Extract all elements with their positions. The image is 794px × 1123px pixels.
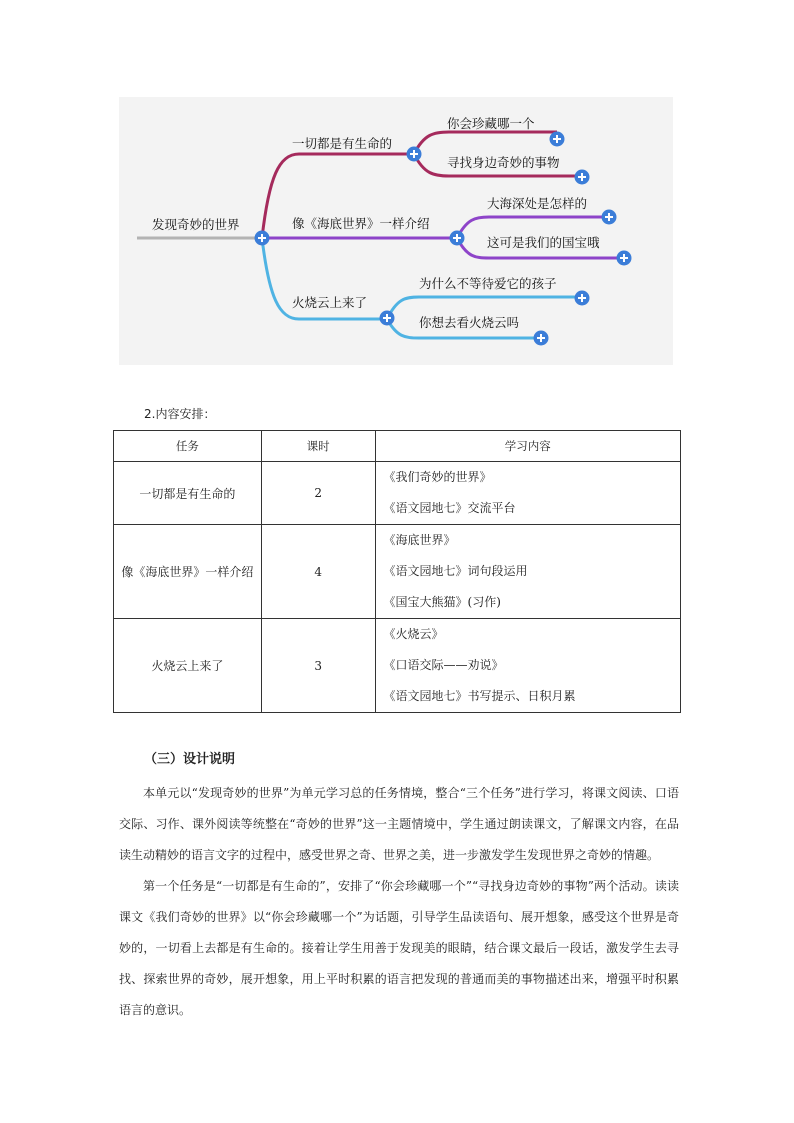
expand-node-leaf-1b[interactable] (574, 169, 590, 185)
plus-icon (254, 230, 270, 246)
branch-label-1: 一切都是有生命的 (292, 136, 393, 151)
task-cell: 像《海底世界》一样介绍 (114, 525, 262, 619)
table-header-row (114, 431, 681, 462)
paragraph-1: 本单元以“发现奇妙的世界”为单元学习总的任务情境，整合“三个任务”进行学习，将课文阅读、口语交际、习作、课外阅读等统整在“奇妙的世界”这一主题情境中，学生通过朗读课文，了解课文内容，在品读生动精妙的语言文字的过程中，感受世界之奇、世界之美，进一步激发学生发现世界之奇妙的情趣。 (119, 786, 679, 862)
content-item: 《我们奇妙的世界》 (383, 470, 492, 484)
plus-icon (379, 310, 395, 326)
leaf-label-1b: 寻找身边奇妙的事物 (447, 155, 560, 170)
expand-node-branch-1[interactable] (406, 146, 422, 162)
plus-icon (406, 146, 422, 162)
leaf-label-1a: 你会珍藏哪一个 (447, 116, 535, 131)
expand-node-leaf-1a[interactable] (549, 131, 565, 147)
leaf-line-1a (414, 132, 557, 154)
plus-icon (574, 169, 590, 185)
section-heading: （三）设计说明 (144, 752, 236, 767)
expand-node-leaf-2b[interactable] (616, 250, 632, 266)
content-item: 《语文园地七》书写提示、日积月累 (383, 689, 576, 703)
hours-cell: 4 (261, 525, 375, 619)
task-cell: 一切都是有生命的 (114, 462, 262, 525)
section-label: 2.内容安排： (144, 407, 216, 421)
header-task: 任务 (114, 431, 262, 462)
content-item: 《火烧云》 (383, 627, 444, 641)
leaf-label-2a: 大海深处是怎样的 (487, 196, 588, 211)
table-row (114, 462, 681, 525)
content-item: 《语文园地七》交流平台 (383, 501, 516, 515)
header-content: 学习内容 (375, 431, 680, 462)
plus-icon (549, 131, 565, 147)
branch-label-3: 火烧云上来了 (292, 295, 368, 310)
content-item: 《海底世界》 (383, 533, 456, 547)
plus-icon (533, 330, 549, 346)
content-arrangement-table (113, 430, 681, 713)
expand-node-root[interactable] (254, 230, 270, 246)
content-cell (375, 462, 680, 525)
leaf-label-3a: 为什么不等待爱它的孩子 (419, 276, 557, 291)
content-cell (375, 525, 680, 619)
branch-label-2: 像《海底世界》一样介绍 (292, 216, 430, 231)
paragraph-2: 第一个任务是“一切都是有生命的”，安排了“你会珍藏哪一个”“寻找身边奇妙的事物”两个活动。读读课文《我们奇妙的世界》以“你会珍藏哪一个”为话题，引导学生品读语句、展开想象，感受这个世界是奇妙的，一切看上去都是有生命的。接着让学生用善于发现美的眼睛，结合课文最后一段话，激发学生去寻找、探索世界的奇妙，展开想象，用上平时积累的语言把发现的普通而美的事物描述出来，增强平时积累语言的意识。 (119, 879, 679, 1017)
expand-node-leaf-3a[interactable] (574, 290, 590, 306)
table-row (114, 525, 681, 619)
hours-cell: 3 (261, 619, 375, 713)
expand-node-leaf-2a[interactable] (601, 209, 617, 225)
plus-icon (601, 209, 617, 225)
root-label: 发现奇妙的世界 (152, 217, 240, 232)
content-item: 《口语交际——劝说》 (383, 658, 504, 672)
expand-node-branch-3[interactable] (379, 310, 395, 326)
plus-icon (574, 290, 590, 306)
task-cell: 火烧云上来了 (114, 619, 262, 713)
header-hours: 课时 (261, 431, 375, 462)
leaf-label-3b: 你想去看火烧云吗 (419, 315, 520, 330)
content-item: 《国宝大熊猫》(习作) (383, 595, 501, 609)
expand-node-leaf-3b[interactable] (533, 330, 549, 346)
expand-node-branch-2[interactable] (449, 230, 465, 246)
leaf-label-2b: 这可是我们的国宝哦 (487, 235, 600, 250)
hours-cell: 2 (261, 462, 375, 525)
table-row (114, 619, 681, 713)
plus-icon (616, 250, 632, 266)
content-item: 《语文园地七》词句段运用 (383, 564, 528, 578)
plus-icon (449, 230, 465, 246)
mind-map (119, 97, 673, 365)
content-cell (375, 619, 680, 713)
